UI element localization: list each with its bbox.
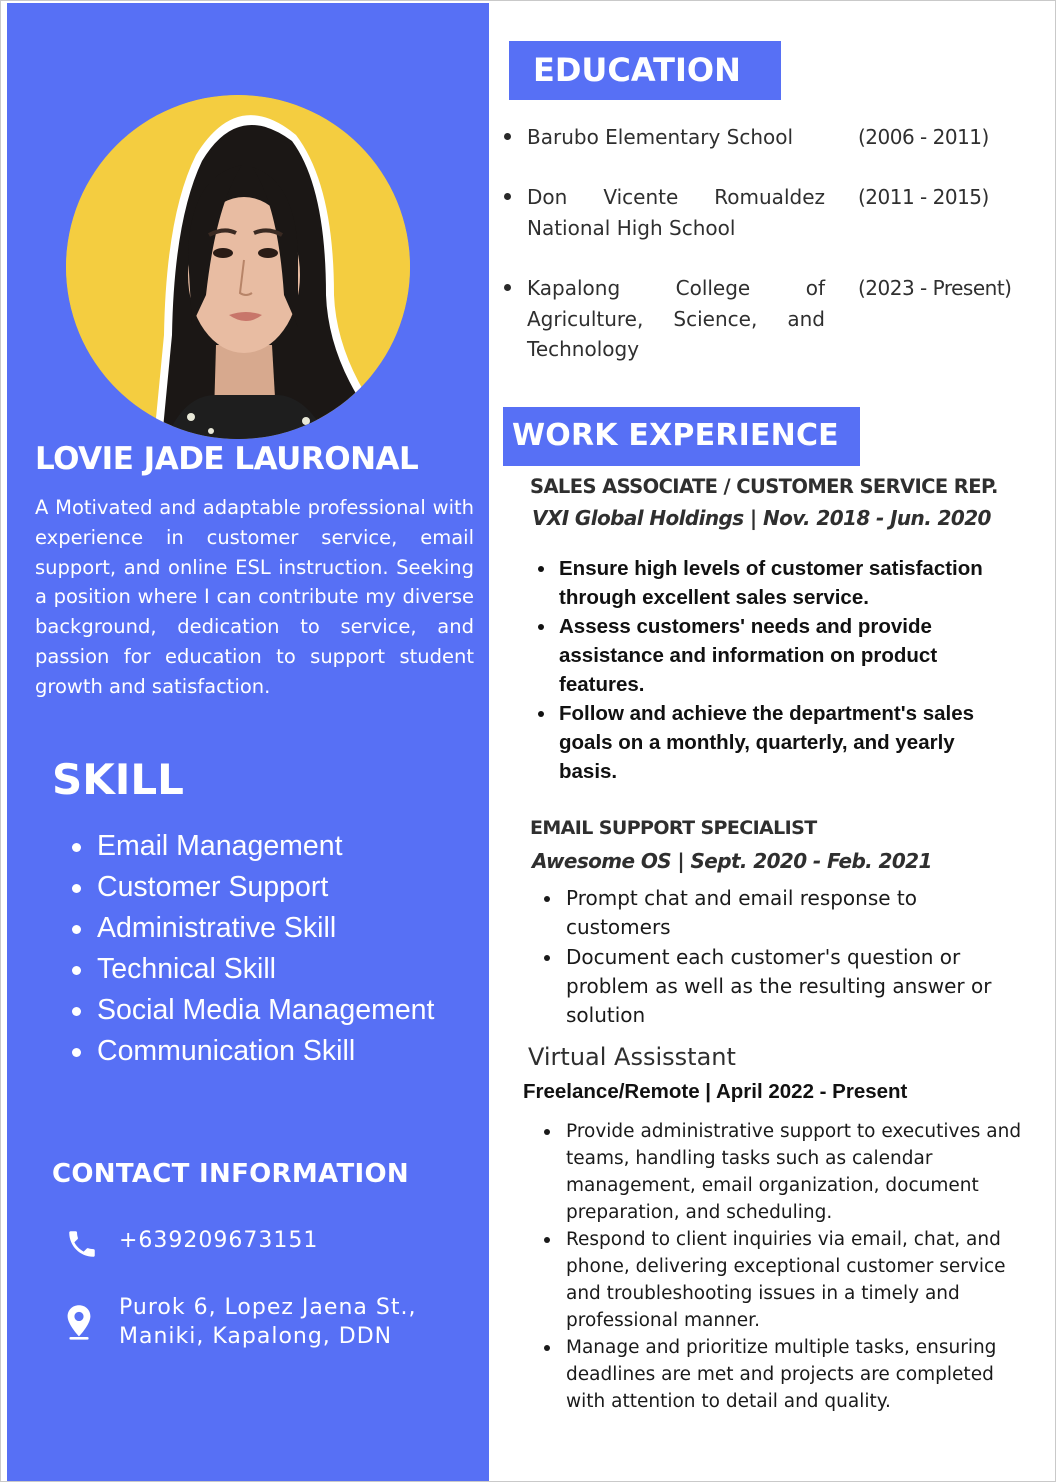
left-sidebar <box>7 3 489 1482</box>
skill-item: Customer Support <box>67 867 467 908</box>
duty-item: Respond to client inquiries via email, chat, and phone, delivering exceptional customer service and troubleshooting issues in a timely and professional manner. <box>542 1226 1027 1334</box>
skill-item: Technical Skill <box>67 949 467 990</box>
address-line: Purok 6, Lopez Jaena St., <box>119 1295 417 1320</box>
job-duties <box>542 1118 1027 1415</box>
phone-icon <box>65 1227 99 1266</box>
address <box>119 1293 479 1351</box>
job-duties <box>536 554 1006 786</box>
duty-item: Provide administrative support to executives and teams, handling tasks such as calendar management, email organization, document preparation, and scheduling. <box>542 1118 1027 1226</box>
duty-item: Manage and prioritize multiple tasks, ensuring deadlines are met and projects are completed with attention to detail and quality. <box>542 1334 1027 1415</box>
skill-item: Social Media Management <box>67 990 467 1031</box>
job-company: Freelance/Remote | April 2022 - Present <box>523 1080 908 1103</box>
bullet <box>504 133 511 140</box>
school-name: Barubo Elementary School <box>527 125 794 149</box>
skill-item: Administrative Skill <box>67 908 467 949</box>
job-title: SALES ASSOCIATE / CUSTOMER SERVICE REP. <box>530 475 998 498</box>
job-duties <box>542 884 1002 1030</box>
school-years: (2011 - 2015) <box>858 185 989 209</box>
bullet <box>504 284 511 291</box>
school-years: (2006 - 2011) <box>858 125 989 149</box>
profile-photo <box>66 95 410 439</box>
candidate-name: LOVIE JADE LAURONAL <box>35 441 419 477</box>
job-title: EMAIL SUPPORT SPECIALIST <box>530 817 817 839</box>
profile-summary: A Motivated and adaptable professional with experience in customer service, email support, and online ESL instruction. Seeking a position where I can contribute my diverse background, dedication to service, and passion for education to support student growth and satisfaction. <box>35 496 474 698</box>
duty-item: Document each customer's question or problem as well as the resulting answer or solution <box>542 943 1002 1031</box>
duty-item: Assess customers' needs and provide assistance and information on product features. <box>536 612 1006 699</box>
skills-heading: SKILL <box>52 755 184 804</box>
skill-item: Communication Skill <box>67 1031 467 1072</box>
work-experience-heading: WORK EXPERIENCE <box>503 407 860 466</box>
skills-list <box>67 826 467 1072</box>
duty-item: Prompt chat and email response to customers <box>542 884 1002 943</box>
phone-number: +639209673151 <box>119 1228 319 1253</box>
location-pin-icon <box>64 1304 94 1345</box>
profile-photo-illustration <box>66 95 410 439</box>
skill-item: Email Management <box>67 826 467 867</box>
job-company: VXI Global Holdings | Nov. 2018 - Jun. 2020 <box>532 506 991 530</box>
contact-heading: CONTACT INFORMATION <box>52 1159 409 1189</box>
bullet <box>504 193 511 200</box>
school-name: Kapalong College of Agriculture, Science, and Technology <box>527 276 825 361</box>
duty-item: Ensure high levels of customer satisfaction through excellent sales service. <box>536 554 1006 612</box>
address-line: Maniki, Kapalong, DDN <box>119 1324 393 1349</box>
education-heading: EDUCATION <box>509 41 781 100</box>
job-company: Awesome OS | Sept. 2020 - Feb. 2021 <box>532 849 932 873</box>
job-title: Virtual Assisstant <box>528 1043 736 1071</box>
school-name: Don Vicente Romualdez National High School <box>527 185 825 240</box>
school-years: (2023 - Present) <box>858 276 1012 300</box>
duty-item: Follow and achieve the department's sales goals on a monthly, quarterly, and yearly basis. <box>536 699 1006 786</box>
